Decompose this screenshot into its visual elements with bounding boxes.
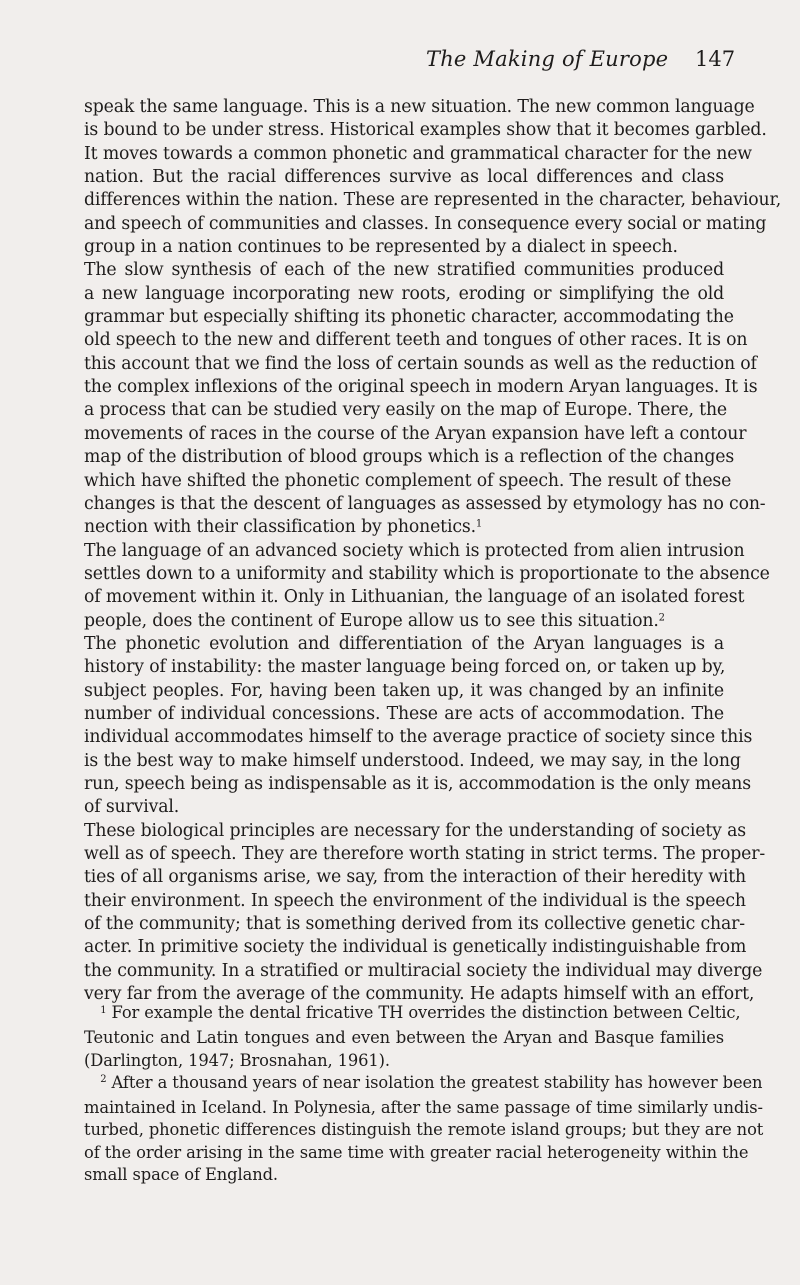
body-line: which have shifted the phonetic complement of speech. The result of these [84, 470, 732, 491]
body-line-text: people, does the continent of Europe allow us to see this situation. [84, 610, 659, 631]
footnote-line [84, 1072, 763, 1097]
body-line: history of instability: the master language being forced on, or taken up by, [84, 657, 726, 678]
footnotes [84, 1002, 764, 1186]
body-line: differences within the nation. These are represented in the character, behaviour, [84, 190, 782, 211]
footnote-marker: 1 [100, 1004, 107, 1016]
body-line: changes is that the descent of languages as assessed by etymology has no con- [84, 493, 766, 514]
body-line: of the community; that is something derived from its collective genetic char- [84, 914, 745, 935]
body-text [84, 96, 782, 1006]
running-title: The Making of Europe [426, 47, 669, 71]
body-line: of survival. [84, 797, 180, 818]
body-line: their environment. In speech the environment of the individual is the speech [84, 890, 746, 911]
body-line: The phonetic evolution and differentiation of the Aryan languages is a [84, 633, 724, 654]
footnote-text: For example the dental fricative TH overrides the distinction between Celtic, [111, 1003, 741, 1022]
body-line: nation. But the racial differences survive as local differences and class [84, 167, 724, 188]
body-line: a new language incorporating new roots, eroding or simplifying the old [84, 283, 724, 304]
page-header [0, 47, 800, 77]
body-line: number of individual concessions. These are acts of accommodation. The [84, 703, 724, 724]
footnote-ref[interactable]: 1 [475, 518, 483, 530]
footnote-line: small space of England. [84, 1165, 278, 1185]
footnote-line: turbed, phonetic differences distinguish the remote island groups; but they are not [84, 1120, 764, 1140]
footnote-line: (Darlington, 1947; Brosnahan, 1961). [84, 1050, 390, 1070]
body-line: the community. In a stratified or multiracial society the individual may diverge [84, 960, 763, 981]
body-line: The slow synthesis of each of the new stratified communities produced [84, 260, 724, 281]
page-number: 147 [695, 47, 736, 71]
body-line [84, 516, 724, 539]
body-line: individual accommodates himself to the average practice of society since this [84, 727, 753, 748]
body-line: this account that we find the loss of certain sounds as well as the reduction of [84, 353, 757, 374]
body-line [84, 610, 724, 633]
footnote-text: After a thousand years of near isolation the greatest stability has however been [111, 1072, 763, 1092]
body-line: very far from the average of the community. He adapts himself with an effort, [84, 984, 755, 1005]
body-line: These biological principles are necessary for the understanding of society as [84, 820, 746, 841]
footnote-marker: 2 [100, 1074, 107, 1086]
footnote-line: of the order arising in the same time with greater racial heterogeneity within the [84, 1142, 749, 1162]
footnote-line [84, 1002, 741, 1027]
body-line: old speech to the new and different teeth and tongues of other races. It is on [84, 330, 748, 351]
body-line: The language of an advanced society which is protected from alien intrusion [84, 540, 745, 561]
body-line: of movement within it. Only in Lithuanian, the language of an isolated forest [84, 587, 745, 608]
body-line: movements of races in the course of the Aryan expansion have left a contour [84, 423, 747, 444]
body-line: It moves towards a common phonetic and grammatical character for the new [84, 143, 752, 164]
body-line: settles down to a uniformity and stability which is proportionate to the absence [84, 563, 770, 584]
body-line: run, speech being as indispensable as it is, accommodation is the only means [84, 773, 752, 794]
body-line: and speech of communities and classes. In consequence every social or mating [84, 213, 767, 234]
body-line: is bound to be under stress. Historical examples show that it becomes garbled. [84, 120, 767, 141]
body-line: the complex inflexions of the original speech in modern Aryan languages. It is [84, 377, 758, 398]
body-line: group in a nation continues to be represented by a dialect in speech. [84, 237, 678, 258]
body-line: acter. In primitive society the individual is genetically indistinguishable from [84, 937, 747, 958]
body-line: speak the same language. This is a new situation. The new common language [84, 97, 755, 117]
footnote-line: maintained in Iceland. In Polynesia, after the same passage of time similarly undis- [84, 1098, 763, 1118]
body-line: is the best way to make himself understood. Indeed, we may say, in the long [84, 750, 741, 771]
body-line: grammar but especially shifting its phonetic character, accommodating the [84, 307, 734, 328]
body-line: a process that can be studied very easily on the map of Europe. There, the [84, 400, 727, 421]
body-line: map of the distribution of blood groups which is a reflection of the changes [84, 447, 735, 468]
body-line: ties of all organisms arise, we say, from the interaction of their heredity with [84, 867, 747, 888]
body-line: subject peoples. For, having been taken up, it was changed by an infinite [84, 680, 724, 701]
footnote-line: Teutonic and Latin tongues and even between the Aryan and Basque families [84, 1028, 724, 1048]
footnote-ref[interactable]: 2 [658, 612, 665, 624]
body-line: well as of speech. They are therefore worth stating in strict terms. The proper- [84, 844, 766, 864]
body-line-text: nection with their classification by phonetics. [84, 517, 476, 538]
